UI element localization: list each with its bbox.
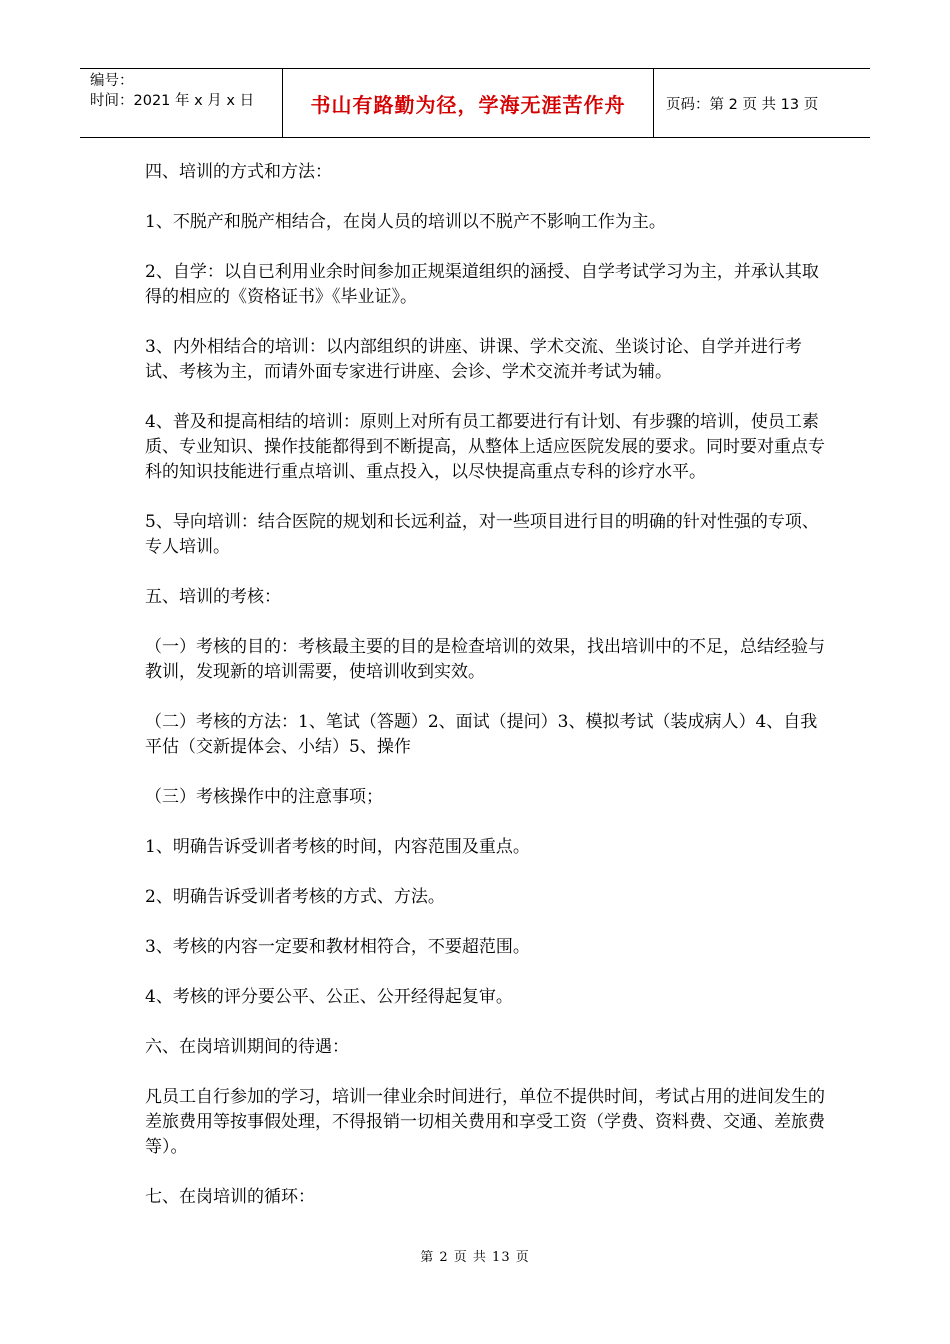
- page-footer: 第 2 页 共 13 页: [420, 1250, 530, 1265]
- document-body: [145, 160, 825, 1235]
- paragraph: 5、导向培训：结合医院的规划和长远利益，对一些项目进行目的明确的针对性强的专项、专人培训。: [145, 512, 819, 557]
- page-header: [80, 68, 870, 138]
- section-heading: 六、在岗培训期间的待遇：: [145, 1037, 349, 1057]
- paragraph: 3、内外相结合的培训：以内部组织的讲座、讲课、学术交流、坐谈讨论、自学并进行考试、考核为主，而请外面专家进行讲座、会诊、学术交流并考试为辅。: [145, 337, 802, 382]
- paragraph: 4、普及和提高相结的培训：原则上对所有员工都要进行有计划、有步骤的培训，使员工素质、专业知识、操作技能都得到不断提高，从整体上适应医院发展的要求。同时要对重点专科的知识技能进行重点培训、重点投入，以尽快提高重点专科的诊疗水平。: [145, 412, 825, 482]
- section-heading: 七、在岗培训的循环：: [145, 1187, 315, 1207]
- paragraph: （二）考核的方法：1、笔试（答题）2、面试（提问）3、模拟考试（装成病人）4、自我平估（交新提体会、小结）5、操作: [145, 712, 818, 757]
- paragraph: 凡员工自行参加的学习，培训一律业余时间进行，单位不提供时间，考试占用的进间发生的差旅费用等按事假处理，不得报销一切相关费用和享受工资（学费、资料费、交通、差旅费等）。: [145, 1087, 825, 1157]
- paragraph: （三）考核操作中的注意事项；: [145, 787, 383, 807]
- header-page-info: 页码：第 2 页 共 13 页: [666, 96, 819, 113]
- paragraph: （一）考核的目的：考核最主要的目的是检查培训的效果，找出培训中的不足，总结经验与教训，发现新的培训需要，使培训收到实效。: [145, 637, 825, 682]
- paragraph: 4、考核的评分要公平、公正、公开经得起复审。: [145, 987, 513, 1007]
- doc-number-label: 编号：: [90, 73, 134, 89]
- paragraph: 2、明确告诉受训者考核的方式、方法。: [145, 887, 445, 907]
- header-motto: 书山有路勤为径，学海无涯苦作舟: [283, 69, 654, 137]
- header-meta: [80, 69, 283, 137]
- section-heading: 五、培训的考核：: [145, 587, 281, 607]
- section-heading: 四、培训的方式和方法：: [145, 162, 332, 182]
- paragraph: 1、明确告诉受训者考核的时间，内容范围及重点。: [145, 837, 530, 857]
- paragraph: 2、自学：以自已利用业余时间参加正规渠道组织的涵授、自学考试学习为主，并承认其取得的相应的《资格证书》《毕业证》。: [145, 262, 819, 307]
- paragraph: 1、不脱产和脱产相结合，在岗人员的培训以不脱产不影响工作为主。: [145, 212, 666, 232]
- date-label: 时间：2021 年 x 月 x 日: [90, 93, 255, 109]
- paragraph: 3、考核的内容一定要和教材相符合，不要超范围。: [145, 937, 530, 957]
